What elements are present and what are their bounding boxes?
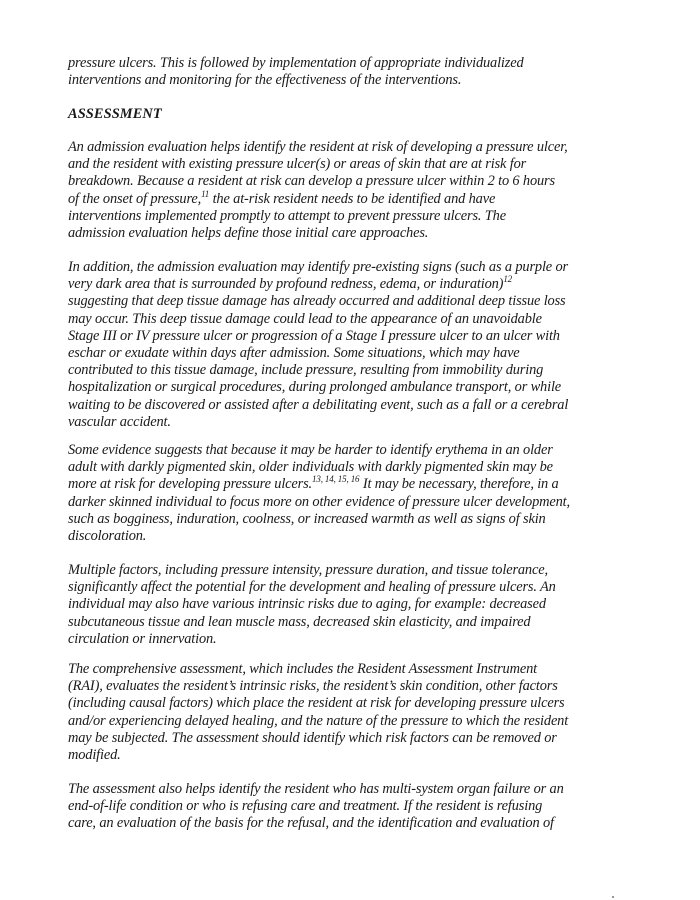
- footnote-ref: 12: [503, 274, 513, 285]
- text-line: and the resident with existing pressure ulcer(s) or areas of skin that are at risk for: [68, 156, 527, 173]
- text-line: subcutaneous tissue and lean muscle mass, decreased skin elasticity, and impaired: [68, 613, 531, 630]
- text-line: Multiple factors, including pressure intensity, pressure duration, and tissue tolerance,: [68, 562, 548, 578]
- text-line: circulation or innervation.: [68, 630, 217, 647]
- text-line: In addition, the admission evaluation may identify pre-existing signs (such as a purple or: [68, 259, 568, 275]
- text-line: Some evidence suggests that because it may be harder to identify erythema in an older: [68, 442, 553, 458]
- line-text: It may be necessary, therefore, in a: [359, 476, 559, 493]
- text-line: end-of-life condition or who is refusing care and treatment. If the resident is refusing: [68, 798, 543, 815]
- section-heading: ASSESSMENT: [68, 106, 162, 122]
- footnote-ref: 13, 14, 15, 16: [312, 474, 360, 485]
- text-line: An admission evaluation helps identify the resident at risk of developing a pressure ulcer,: [68, 139, 568, 155]
- text-line: darker skinned individual to focus more on other evidence of pressure ulcer development,: [68, 493, 570, 510]
- text-line: may be subjected. The assessment should identify which risk factors can be removed or: [68, 729, 557, 746]
- text-line: adult with darkly pigmented skin, older individuals with darkly pigmented skin may be: [68, 459, 553, 476]
- text-line: suggesting that deep tissue damage has already occurred and additional deep tissue loss: [68, 293, 566, 310]
- text-line: significantly affect the potential for the development and healing of pressure ulcers. An: [68, 579, 556, 596]
- text-line: hospitalization or surgical procedures, during prolonged ambulance transport, or while: [68, 379, 562, 396]
- paragraph-comprehensive-assessment: [68, 661, 608, 764]
- text-line: interventions implemented promptly to attempt to prevent pressure ulcers. The: [68, 207, 506, 224]
- line-text: more at risk for developing pressure ulcers.: [68, 476, 312, 493]
- text-line: admission evaluation helps define those initial care approaches.: [68, 225, 429, 242]
- text-line: breakdown. Because a resident at risk can develop a pressure ulcer within 2 to 6 hours: [68, 173, 555, 190]
- line-text: of the onset of pressure,: [68, 190, 202, 207]
- paragraph-multiple-factors: [68, 562, 608, 648]
- text-line: The comprehensive assessment, which includes the Resident Assessment Instrument: [68, 661, 537, 677]
- text-line: Stage III or IV pressure ulcer or progression of a Stage I pressure ulcer to an ulcer with: [68, 327, 560, 344]
- paragraph-pigmented-skin: [68, 442, 608, 545]
- text-line: waiting to be discovered or assisted after a debilitating event, such as a fall or a cerebral: [68, 396, 569, 413]
- text-line: [68, 188, 608, 208]
- text-line: individual may also have various intrinsic risks due to aging, for example: decreased: [68, 596, 546, 613]
- paragraph-multi-system-failure: [68, 781, 608, 833]
- text-line: care, an evaluation of the basis for the refusal, and the identification and evaluation of: [68, 815, 554, 832]
- text-line: The assessment also helps identify the resident who has multi-system organ failure or an: [68, 781, 564, 797]
- text-line: [68, 276, 608, 293]
- text-line: pressure ulcers. This is followed by implementation of appropriate individualized: [68, 55, 524, 71]
- text-line: [68, 476, 608, 493]
- paragraph-pre-existing-signs: [68, 259, 608, 431]
- scan-speck: [612, 896, 614, 898]
- text-line: contributed to this tissue damage, include pressure, resulting from immobility during: [68, 362, 544, 379]
- text-line: interventions and monitoring for the effectiveness of the interventions.: [68, 72, 462, 89]
- text-line: such as bogginess, induration, coolness, or increased warmth as well as signs of skin: [68, 510, 546, 527]
- text-line: and/or experiencing delayed healing, and the nature of the pressure to which the resident: [68, 712, 569, 729]
- text-line: eschar or exudate within days after admission. Some situations, which may have: [68, 345, 520, 362]
- paragraph-admission-evaluation: [68, 139, 608, 242]
- text-line: vascular accident.: [68, 413, 171, 430]
- text-line: (including causal factors) which place the resident at risk for developing pressure ulcers: [68, 695, 565, 712]
- text-line: discoloration.: [68, 528, 147, 545]
- text-line: may occur. This deep tissue damage could lead to the appearance of an unavoidable: [68, 310, 542, 327]
- text-line: modified.: [68, 747, 121, 764]
- intro-paragraph: [68, 55, 608, 89]
- footnote-ref: 11: [201, 188, 210, 199]
- text-line: (RAI), evaluates the resident’s intrinsic risks, the resident’s skin condition, other factors: [68, 678, 558, 695]
- line-text: very dark area that is surrounded by profound redness, edema, or induration): [68, 276, 504, 293]
- line-text: the at-risk resident needs to be identified and have: [209, 190, 496, 207]
